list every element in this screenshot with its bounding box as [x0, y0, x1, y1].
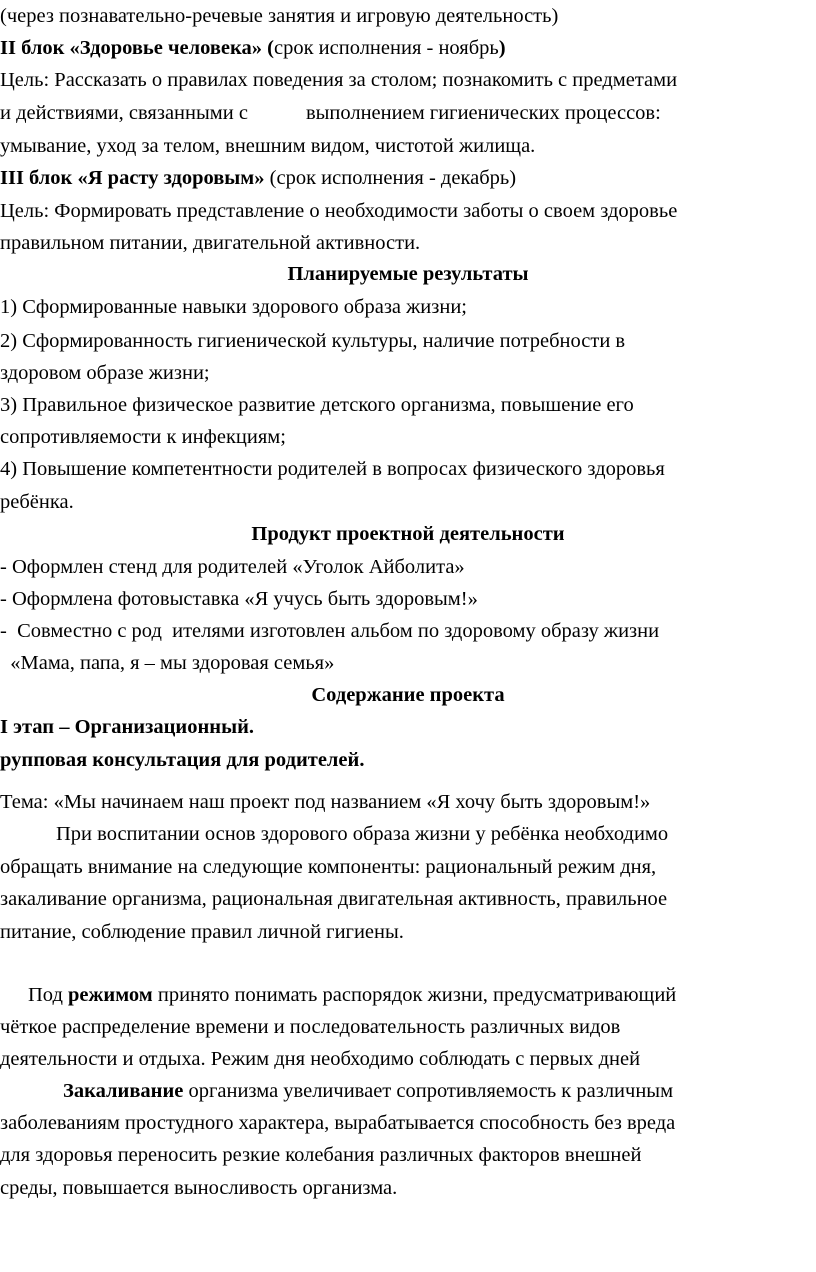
- block3-title: III блок «Я расту здоровым»: [0, 167, 265, 189]
- results-line: 1) Сформированные навыки здорового образа жизни;: [0, 296, 468, 318]
- block2-close: ): [498, 37, 506, 59]
- para3-first-line: Закаливание организма увеличивает сопротивляемость к различным: [63, 1080, 674, 1102]
- results-line: 4) Повышение компетентности родителей в вопросах физического здоровья: [0, 458, 665, 480]
- block2-goal-1: Цель: Рассказать о правилах поведения за столом; познакомить с предметами: [0, 69, 678, 91]
- para1-line: питание, соблюдение правил личной гигиены.: [0, 921, 404, 943]
- para3-line: заболеваниям простудного характера, вырабатывается способность без вреда: [0, 1112, 676, 1134]
- para2-first-line: Под режимом принято понимать распорядок жизни, предусматривающий: [28, 984, 677, 1006]
- results-line: ребёнка.: [0, 491, 74, 513]
- block2-goal-2b: выполнением гигиенических процессов:: [305, 102, 661, 124]
- block2-title-line: [0, 36, 506, 60]
- intro-line: (через познавательно-речевые занятия и игровую деятельность): [0, 5, 559, 27]
- results-line: 2) Сформированность гигиенической культуры, наличие потребности в: [0, 330, 626, 352]
- product-line: - Оформлена фотовыставка «Я учусь быть здоровым!»: [0, 588, 478, 610]
- block2-goal-2: [0, 101, 661, 125]
- para1-line: закаливание организма, рациональная двигательная активность, правильное: [0, 888, 668, 910]
- block2-goal-3: умывание, уход за телом, внешним видом, чистотой жилища.: [0, 135, 536, 157]
- results-heading: Планируемые результаты: [287, 263, 529, 285]
- consult-heading: рупповая консультация для родителей.: [0, 749, 365, 771]
- product-line: - Совместно с род ителями изготовлен альбом по здоровому образу жизни: [0, 620, 660, 642]
- product-heading: Продукт проектной деятельности: [251, 523, 565, 545]
- para3-bold-term: Закаливание: [63, 1080, 184, 1102]
- theme-line: Тема: «Мы начинаем наш проект под названием «Я хочу быть здоровым!»: [0, 791, 651, 813]
- para3-line: для здоровья переносить резкие колебания различных факторов внешней: [0, 1144, 642, 1166]
- content-heading: Содержание проекта: [311, 684, 505, 706]
- block2-title: II блок «Здоровье человека» (: [0, 37, 274, 59]
- para2-bold-term: режимом: [68, 984, 153, 1006]
- para3-line: среды, повышается выносливость организма.: [0, 1177, 398, 1199]
- results-line: 3) Правильное физическое развитие детского организма, повышение его: [0, 394, 634, 416]
- block3-deadline: (срок исполнения - декабрь): [264, 167, 517, 189]
- block3-title-line: [0, 166, 516, 190]
- para2-line: деятельности и отдыха. Режим дня необходимо соблюдать с первых дней: [0, 1048, 641, 1070]
- block3-goal-1: Цель: Формировать представление о необходимости заботы о своем здоровье: [0, 200, 678, 222]
- product-line: - Оформлен стенд для родителей «Уголок Айболита»: [0, 556, 465, 578]
- para2-line: чёткое распределение времени и последовательность различных видов: [0, 1016, 621, 1038]
- block2-goal-2a: и действиями, связанными с: [0, 102, 248, 124]
- results-line: сопротивляемости к инфекциям;: [0, 426, 286, 448]
- block2-deadline: срок исполнения - ноябрь: [274, 37, 499, 59]
- results-line: здоровом образе жизни;: [0, 362, 210, 384]
- block3-goal-2: правильном питании, двигательной активности.: [0, 232, 421, 254]
- para1-line: обращать внимание на следующие компоненты: рациональный режим дня,: [0, 856, 657, 878]
- stage1-heading: I этап – Организационный.: [0, 716, 255, 738]
- product-line: «Мама, папа, я – мы здоровая семья»: [0, 652, 335, 674]
- para1-line: При воспитании основ здорового образа жизни у ребёнка необходимо: [56, 823, 669, 845]
